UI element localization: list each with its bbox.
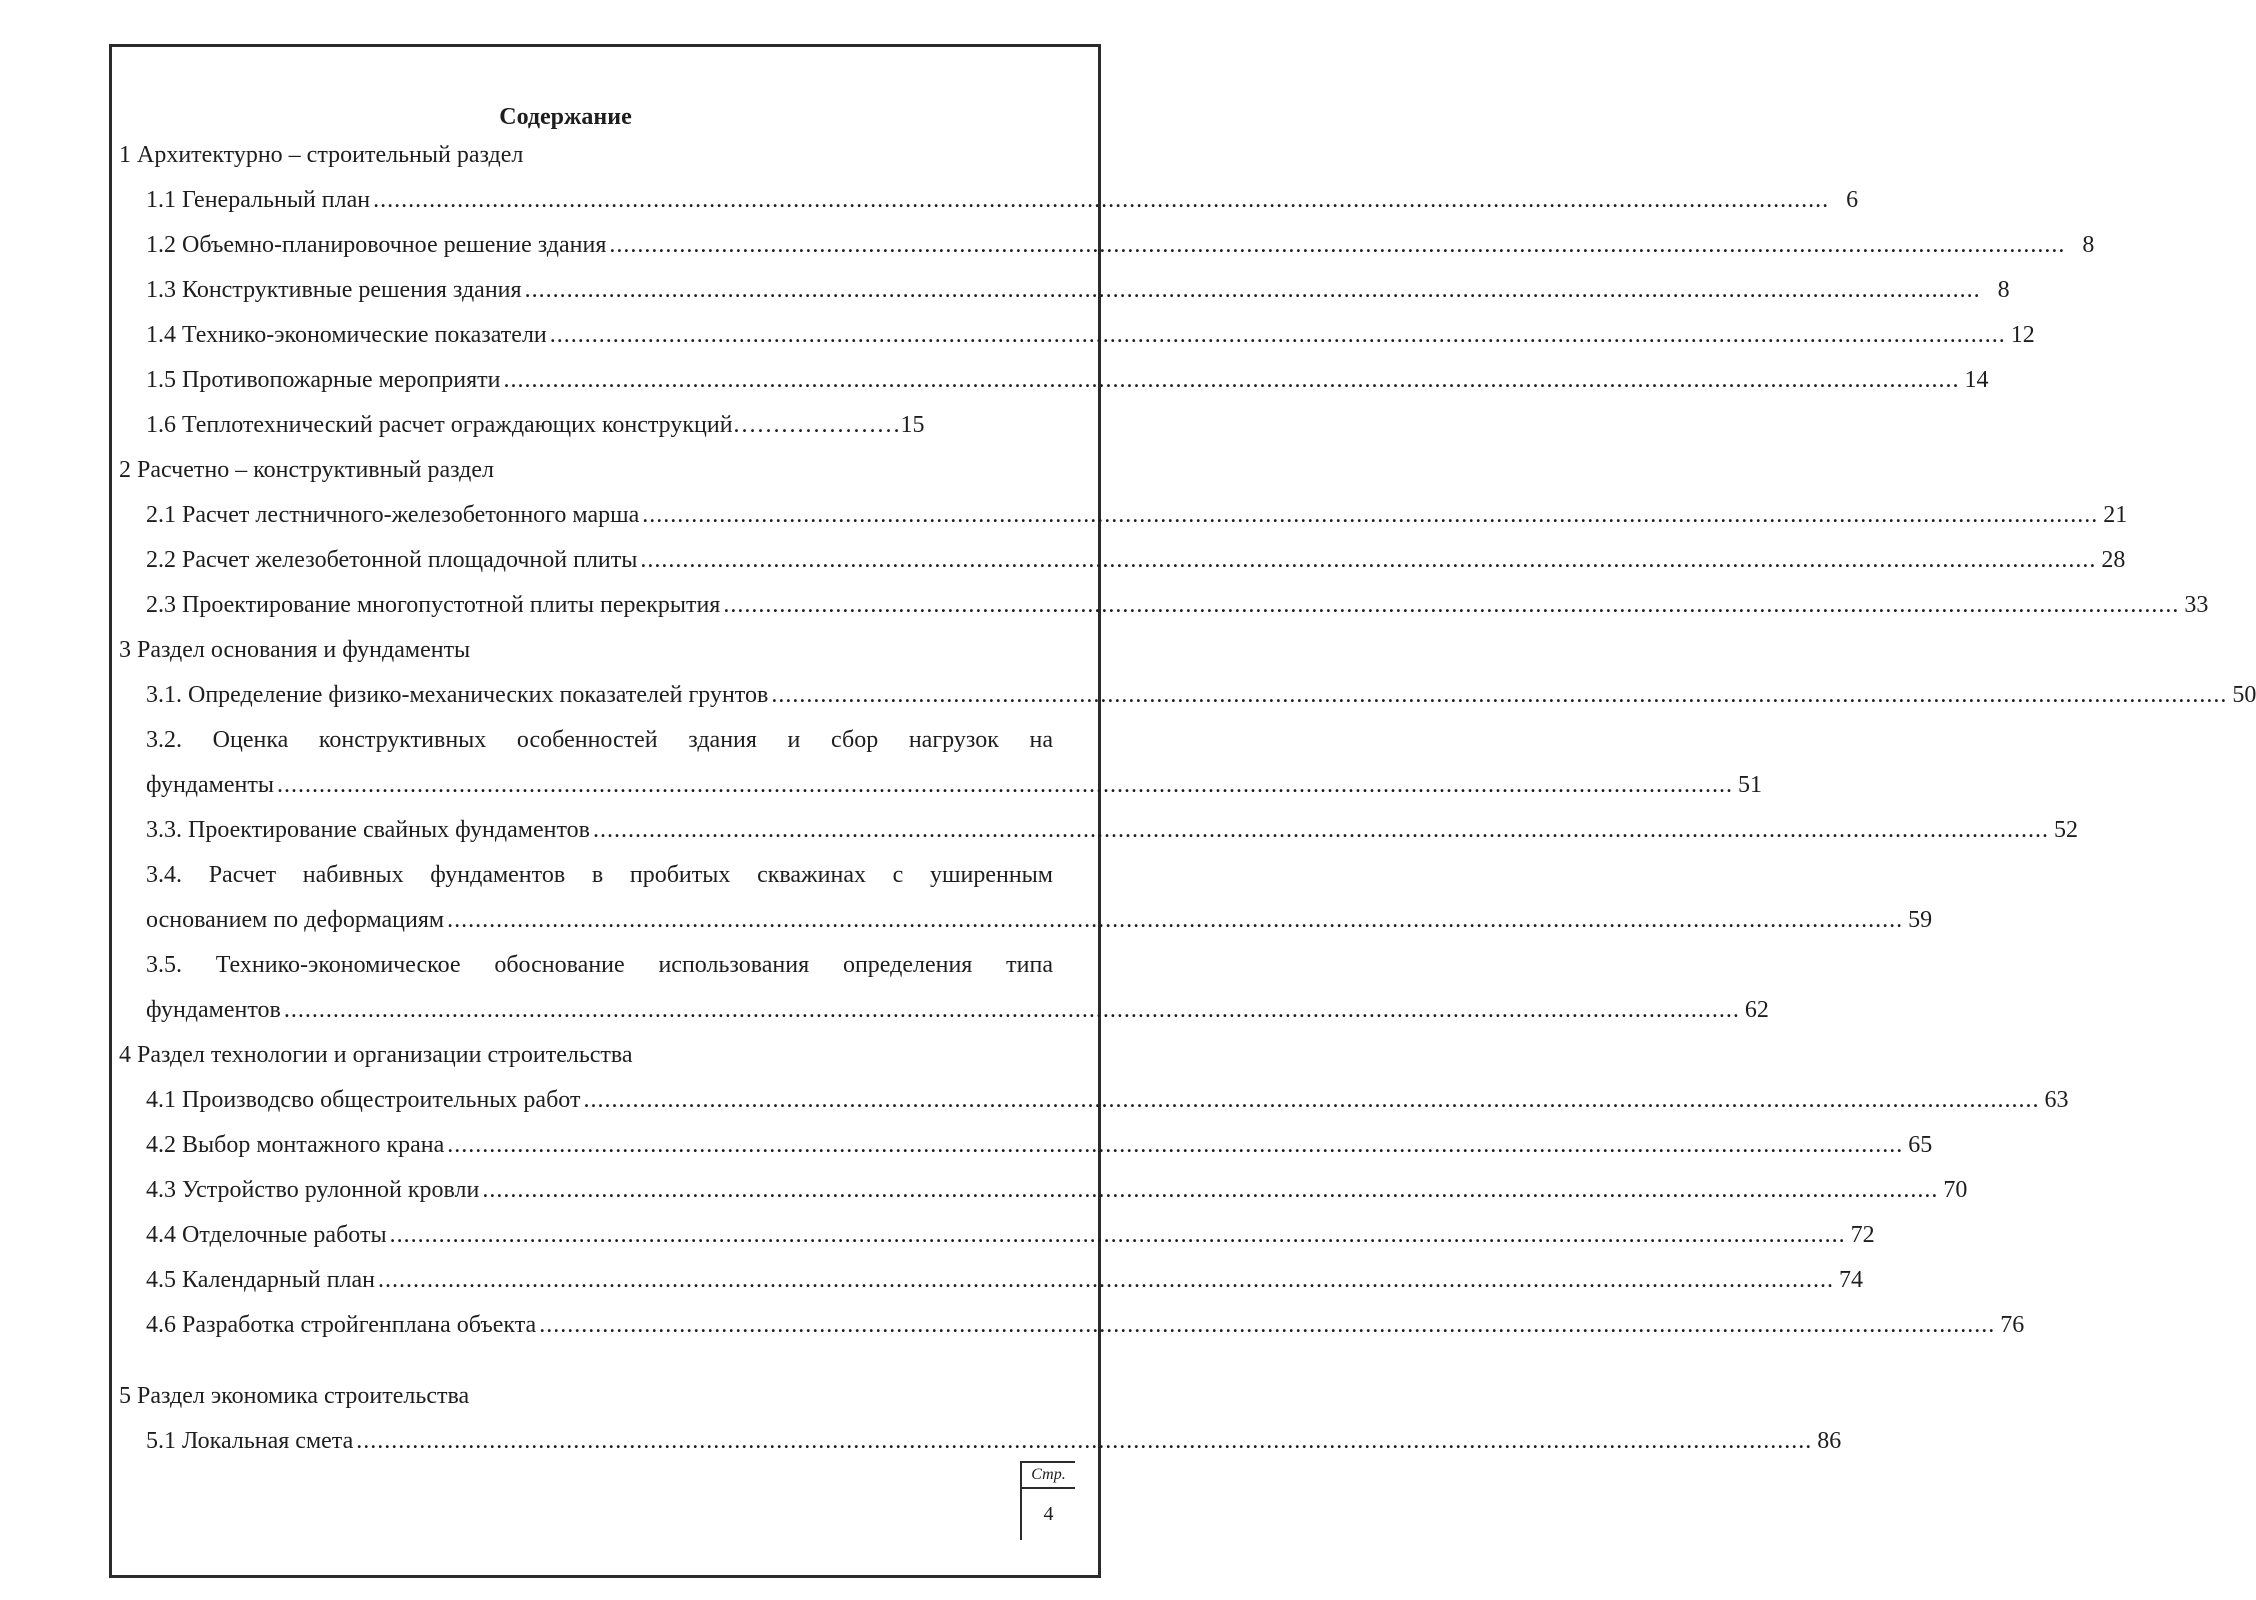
dot-leader: ................................................................................................................................................................................................................: [356, 1428, 1813, 1454]
dot-leader: ................................................................................................................................................................................................................: [549, 322, 2006, 348]
toc-entry[interactable]: [119, 1078, 2069, 1123]
dot-leader: ................................................................................................................................................................................................................: [378, 1267, 1835, 1293]
toc-entry-page: 59: [1908, 907, 1933, 933]
toc-entry-text: 2.2 Расчет железобетонной площадочной плиты: [146, 547, 638, 573]
toc-entry-page: 70: [1943, 1177, 1968, 1203]
toc-entry-text: 2.3 Проектирование многопустотной плиты перекрытия: [146, 592, 721, 618]
toc-entry[interactable]: [119, 178, 1859, 223]
dot-leader: ................................................................................................................................................................................................................: [482, 1177, 1939, 1203]
toc-entry-page: 8: [2082, 232, 2095, 258]
toc-entry-text: 4.4 Отделочные работы: [146, 1222, 387, 1248]
toc-entry[interactable]: [119, 1303, 2025, 1348]
toc-entry[interactable]: [119, 358, 1989, 403]
toc-entry-page: 6: [1846, 187, 1859, 213]
toc-entry-text: 3.2. Оценка конструктивных особенностей здания и сбор нагрузок на: [146, 727, 1053, 753]
toc-section-1: 1 Архитектурно – строительный раздел: [119, 142, 524, 168]
dot-leader: ................................................................................................................................................................................................................: [503, 367, 1960, 393]
toc-entry-text: 3.1. Определение физико-механических показателей грунтов: [146, 682, 769, 708]
toc-entry-page: 28: [2101, 547, 2126, 573]
toc-entry-page: 8: [1997, 277, 2010, 303]
toc-entry-text-continued: фундаментов: [146, 997, 281, 1023]
dot-leader: ................................................................................................................................................................................................................: [447, 907, 1904, 933]
toc-entry-text: 1.6 Теплотехнический расчет ограждающих конструкций…………………15: [146, 412, 925, 438]
toc-entry-page: 50: [2232, 682, 2256, 708]
toc-entry-text: 4.3 Устройство рулонной кровли: [146, 1177, 480, 1203]
dot-leader: ................................................................................................................................................................................................................: [389, 1222, 1846, 1248]
toc-entry-text: 5.1 Локальная смета: [146, 1428, 354, 1454]
spacer: [119, 1348, 1053, 1374]
toc-entry[interactable]: [119, 808, 2078, 853]
dot-leader: ................................................................................................................................................................................................................: [640, 547, 2097, 573]
toc-entry-text: 4.6 Разработка стройгенплана объекта: [146, 1312, 537, 1338]
stamp-label: Стр.: [1022, 1463, 1075, 1489]
toc-entry-page: 63: [2044, 1087, 2069, 1113]
toc-section-4: 4 Раздел технологии и организации строительства: [119, 1042, 633, 1068]
toc-entry-text-continued: основанием по деформациям: [146, 907, 445, 933]
toc-entry-text: 4.5 Календарный план: [146, 1267, 376, 1293]
toc-entry-text: 1.4 Технико-экономические показатели: [146, 322, 547, 348]
toc-entry-page: 14: [1964, 367, 1989, 393]
dot-leader: ................................................................................................................................................................................................................: [592, 817, 2049, 843]
toc-entry-page: 21: [2103, 502, 2128, 528]
toc-entry[interactable]: [119, 1258, 1864, 1303]
dot-leader: ................................................................................................................................................................................................................: [524, 277, 1981, 303]
toc-entry[interactable]: [119, 1213, 1875, 1258]
dot-leader: ................................................................................................................................................................................................................: [539, 1312, 1996, 1338]
dot-leader: ................................................................................................................................................................................................................: [723, 592, 2180, 618]
toc-entry[interactable]: [119, 853, 1933, 943]
dot-leader: ................................................................................................................................................................................................................: [771, 682, 2228, 708]
dot-leader: ................................................................................................................................................................................................................: [447, 1132, 1904, 1158]
toc-entry[interactable]: [119, 403, 1053, 448]
dot-leader: ................................................................................................................................................................................................................: [283, 997, 1740, 1023]
toc-entry-text: 3.3. Проектирование свайных фундаментов: [146, 817, 590, 843]
toc-entry[interactable]: [119, 1419, 1842, 1464]
toc-entry[interactable]: [119, 538, 2126, 583]
toc-entry[interactable]: [119, 673, 2256, 718]
toc-entry-text: 2.1 Расчет лестничного-железобетонного марша: [146, 502, 640, 528]
toc-entry[interactable]: [119, 718, 1762, 808]
stamp-page-number: 4: [1043, 1503, 1054, 1525]
page-number-stamp: [1020, 1461, 1075, 1540]
toc-entry[interactable]: [119, 268, 2010, 313]
dot-leader: ................................................................................................................................................................................................................: [276, 772, 1733, 798]
toc-entry-page: 51: [1737, 772, 1762, 798]
table-of-contents: [119, 133, 2256, 1464]
toc-title: Содержание: [499, 104, 632, 130]
toc-entry-text: 3.4. Расчет набивных фундаментов в пробитых скважинах с уширенным: [146, 862, 1053, 888]
toc-entry[interactable]: [119, 313, 2035, 358]
toc-entry-page: 33: [2184, 592, 2209, 618]
toc-entry-page: 76: [2000, 1312, 2025, 1338]
toc-entry-page: 65: [1908, 1132, 1933, 1158]
toc-entry-page: 52: [2053, 817, 2078, 843]
dot-leader: ................................................................................................................................................................................................................: [373, 187, 1830, 213]
toc-entry[interactable]: [119, 583, 2209, 628]
toc-entry-text-continued: фундаменты: [146, 772, 274, 798]
toc-entry-page: 72: [1850, 1222, 1875, 1248]
toc-entry-text: 1.2 Объемно-планировочное решение здания: [146, 232, 607, 258]
toc-entry-text: 4.1 Производсво общестроительных работ: [146, 1087, 581, 1113]
toc-entry-text: 1.5 Противопожарные мероприяти: [146, 367, 501, 393]
toc-entry-text: 1.1 Генеральный план: [146, 187, 371, 213]
dot-leader: ................................................................................................................................................................................................................: [583, 1087, 2040, 1113]
toc-entry[interactable]: [119, 1168, 1968, 1213]
toc-section-3: 3 Раздел основания и фундаменты: [119, 637, 471, 663]
toc-entry[interactable]: [119, 943, 1769, 1033]
dot-leader: ................................................................................................................................................................................................................: [609, 232, 2066, 258]
toc-entry-page: 86: [1817, 1428, 1842, 1454]
toc-entry[interactable]: [119, 223, 2095, 268]
toc-entry-text: 3.5. Технико-экономическое обоснование использования определения типа: [146, 952, 1053, 978]
toc-section-2: 2 Расчетно – конструктивный раздел: [119, 457, 494, 483]
toc-entry-page: 12: [2010, 322, 2035, 348]
toc-entry-page: 62: [1744, 997, 1769, 1023]
toc-entry-page: 74: [1839, 1267, 1864, 1293]
toc-entry-text: 1.3 Конструктивные решения здания: [146, 277, 522, 303]
toc-section-5: 5 Раздел экономика строительства: [119, 1383, 470, 1409]
toc-entry[interactable]: [119, 493, 2128, 538]
toc-entry[interactable]: [119, 1123, 1933, 1168]
toc-entry-text: 4.2 Выбор монтажного крана: [146, 1132, 445, 1158]
dot-leader: ................................................................................................................................................................................................................: [642, 502, 2099, 528]
